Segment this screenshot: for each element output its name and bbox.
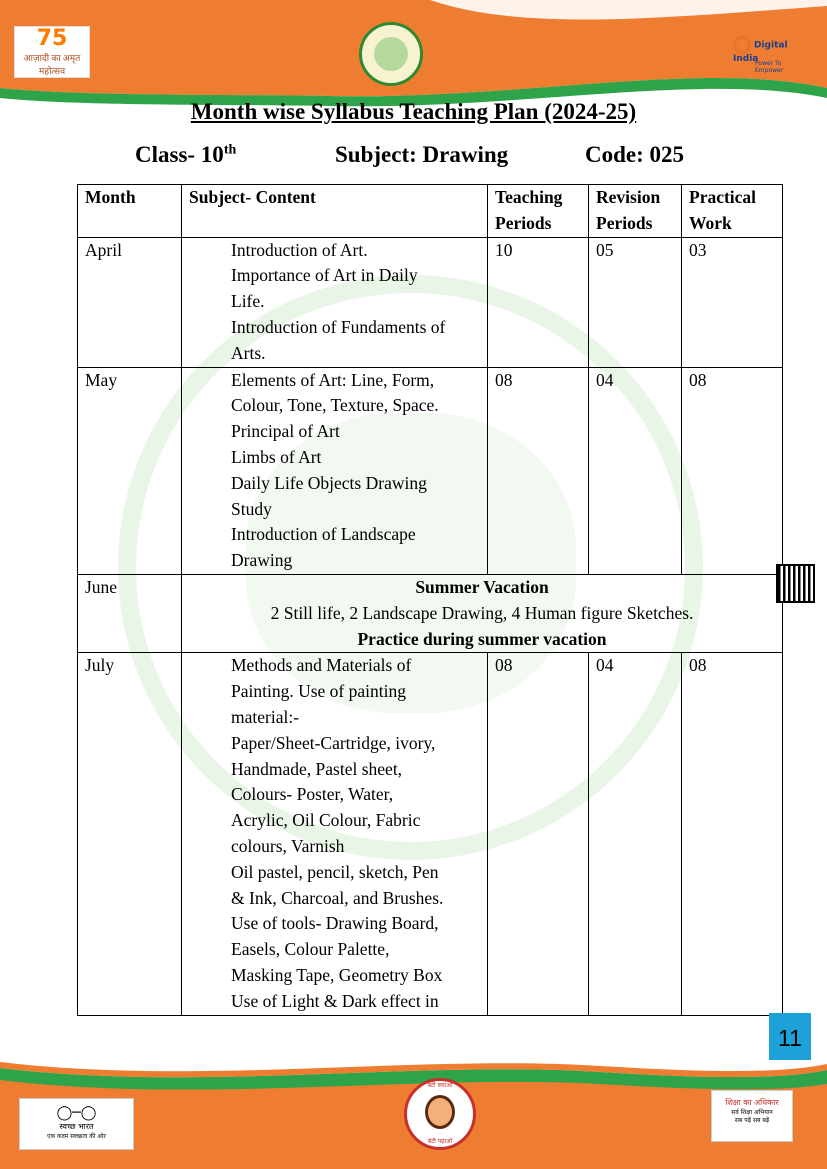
syllabus-table [77,184,783,1016]
azadi-ka-amrit-mahotsav-logo: 75 आज़ादी का अमृत महोत्सव [14,26,90,78]
right-to-education-logo: शिक्षा का अधिकार सर्व शिक्षा अभियान सब पढ़ें सब बढ़ें [711,1090,793,1142]
teaching-periods-cell: 08 [488,367,589,574]
page-title: Month wise Syllabus Teaching Plan (2024-25) [190,99,637,124]
qr-code [776,564,815,603]
practical-work-cell: 08 [682,653,783,1015]
digital-india-icon [733,36,751,54]
header-month: Month [78,185,182,238]
revision-periods-cell: 04 [589,367,682,574]
digital-india-logo: Digital India Power To Empower [733,36,803,66]
summer-vacation-cell: Summer Vacation 2 Still life, 2 Landscape Drawing, 4 Human figure Sketches. Practice during summer vacation [182,574,783,652]
table-row [78,653,783,1015]
header-practical: Practical Work [682,185,783,238]
table-row [78,237,783,367]
header-teaching: Teaching Periods [488,185,589,238]
content-cell: Elements of Art: Line, Form, Colour, Tone, Texture, Space. Principal of Art Limbs of Art Daily Life Objects Drawing Study Introduction of Landscape Drawing [182,367,488,574]
class-label: Class- 10th [135,142,237,167]
subject-label: Subject: Drawing [335,142,509,167]
code-label: Code: 025 [585,142,685,167]
content-cell: Introduction of Art. Importance of Art in Daily Life. Introduction of Fundaments of Arts. [182,237,488,367]
beti-bachao-logo: बेटी बचाओ बेटी पढ़ाओ [404,1078,476,1150]
month-cell: June [78,574,182,652]
swachh-bharat-logo: ◯─◯ स्वच्छ भारत एक कदम स्वच्छता की ओर [19,1098,134,1150]
board-seal-icon [359,22,423,86]
header-revision: Revision Periods [589,185,682,238]
revision-periods-cell: 05 [589,237,682,367]
month-cell: July [78,653,182,1015]
teaching-periods-cell: 08 [488,653,589,1015]
girl-face-icon [425,1095,455,1129]
revision-periods-cell: 04 [589,653,682,1015]
header-content: Subject- Content [182,185,488,238]
practical-work-cell: 03 [682,237,783,367]
month-cell: May [78,367,182,574]
table-header-row [78,185,783,238]
teaching-periods-cell: 10 [488,237,589,367]
practical-work-cell: 08 [682,367,783,574]
table-row [78,574,783,652]
month-cell: April [78,237,182,367]
table-row [78,367,783,574]
page-number: 11 [769,1013,811,1060]
content-cell: Methods and Materials of Painting. Use of painting material:- Paper/Sheet-Cartridge, ivory, Handmade, Pastel sheet, Colours- Poster, Water, Acrylic, Oil Colour, Fabric colours, Varnish Oil pastel, pencil, sketch, Pen & Ink, Charcoal, and Brushes. Use of tools- Drawing Board, Easels, Colour Palette, Masking Tape, Geometry Box Use of Light & Dark effect in [182,653,488,1015]
